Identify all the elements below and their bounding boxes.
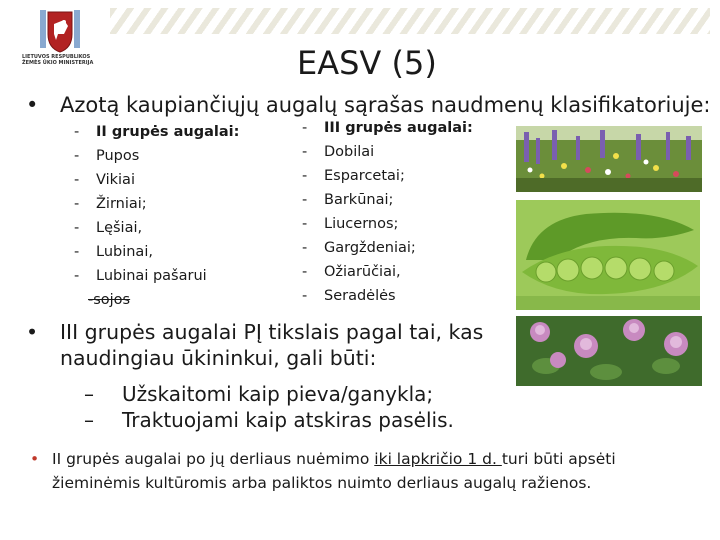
flower-meadow-photo xyxy=(516,126,702,192)
list-item: - Barkūnai; xyxy=(302,192,394,208)
list-item: - III grupės augalai: xyxy=(302,120,473,136)
list-item-text: Pupos xyxy=(96,148,140,164)
list-item-text: Lubinai, xyxy=(96,244,153,260)
ministry-logo-text: LIETUVOS RESPUBLIKOS ŽEMĖS ŪKIO MINISTERIJA xyxy=(22,54,94,66)
list-item: - Žirniai; xyxy=(74,196,147,212)
slide-title: EASV (5) xyxy=(297,44,437,82)
list-item-text: Barkūnai; xyxy=(324,192,394,208)
bullet-1 xyxy=(26,92,710,118)
sub-item: – Užskaitomi kaip pieva/ganykla; xyxy=(84,382,434,406)
group3-heading: III grupės augalai: xyxy=(324,120,473,136)
bottom-text-underlined: iki lapkričio 1 d. xyxy=(374,450,502,468)
list-item-text: Lubinai pašarui xyxy=(96,268,207,284)
list-item-text: Žirniai; xyxy=(96,196,147,212)
list-item-text: Ožiarūčiai, xyxy=(324,264,401,280)
list-item: - Pupos xyxy=(74,148,140,164)
lithuanian-coat-of-arms-icon xyxy=(20,8,100,54)
green-peas-photo xyxy=(516,200,700,310)
list-item: - Liucernos; xyxy=(302,216,399,232)
list-item: - Vikiai xyxy=(74,172,135,188)
bullet-dot: • xyxy=(26,93,39,117)
bottom-bullet xyxy=(30,448,710,470)
bottom-text-part2: turi būti apsėti xyxy=(501,450,616,468)
group2-heading: II grupės augalai: xyxy=(96,124,240,140)
group3-list xyxy=(302,116,473,308)
bullet-dot: • xyxy=(26,320,39,344)
sub-item: – Traktuojami kaip atskiras pasėlis. xyxy=(84,408,454,432)
list-item: - Seradėlės xyxy=(302,288,396,304)
bullet-2-line1: III grupės augalai PĮ tikslais pagal tai, kas xyxy=(60,320,484,344)
list-item: - Gargždeniai; xyxy=(302,240,416,256)
list-item: - Lubinai pašarui xyxy=(74,268,207,284)
list-item-text: Gargždeniai; xyxy=(324,240,416,256)
list-item-text: Vikiai xyxy=(96,172,135,188)
list-item: - II grupės augalai: xyxy=(74,124,240,140)
bullet-2-line2: naudingiau ūkininkui, gali būti: xyxy=(60,346,377,370)
list-item-struck xyxy=(74,288,239,312)
list-item: - Ožiarūčiai, xyxy=(302,264,401,280)
list-item: - Esparcetai; xyxy=(302,168,405,184)
flower-meadow-image xyxy=(516,126,702,192)
bullet-1-text: Azotą kaupiančiųjų augalų sąrašas naudmenų klasifikatoriuje: xyxy=(60,93,711,117)
sub-item-text: Užskaitomi kaip pieva/ganykla; xyxy=(122,382,434,406)
list-item-text: Esparcetai; xyxy=(324,168,405,184)
list-item: - Dobilai xyxy=(302,144,375,160)
sub-item-text: Traktuojami kaip atskiras pasėlis. xyxy=(122,408,454,432)
bottom-text-part1: II grupės augalai po jų derliaus nuėmimo xyxy=(52,450,375,468)
list-item-text: Liucernos; xyxy=(324,216,399,232)
clover-photo xyxy=(516,316,702,386)
clover-image xyxy=(516,316,702,386)
group2-list xyxy=(74,120,239,312)
decorative-header-band xyxy=(110,8,710,34)
bullet-dot-red: • xyxy=(30,450,40,468)
bottom-bullet-line2: žieminėmis kultūromis arba paliktos nuimto derliaus augalų ražienos. xyxy=(52,474,592,492)
list-item-text: Seradėlės xyxy=(324,288,396,304)
list-item: - Lęšiai, xyxy=(74,220,143,236)
bullet-2 xyxy=(26,319,483,345)
list-item-text: Dobilai xyxy=(324,144,375,160)
list-item-text: Lęšiai, xyxy=(96,220,143,236)
green-peas-image xyxy=(516,200,700,310)
list-item: - Lubinai, xyxy=(74,244,153,260)
struck-item-text: -sojos xyxy=(88,292,131,308)
